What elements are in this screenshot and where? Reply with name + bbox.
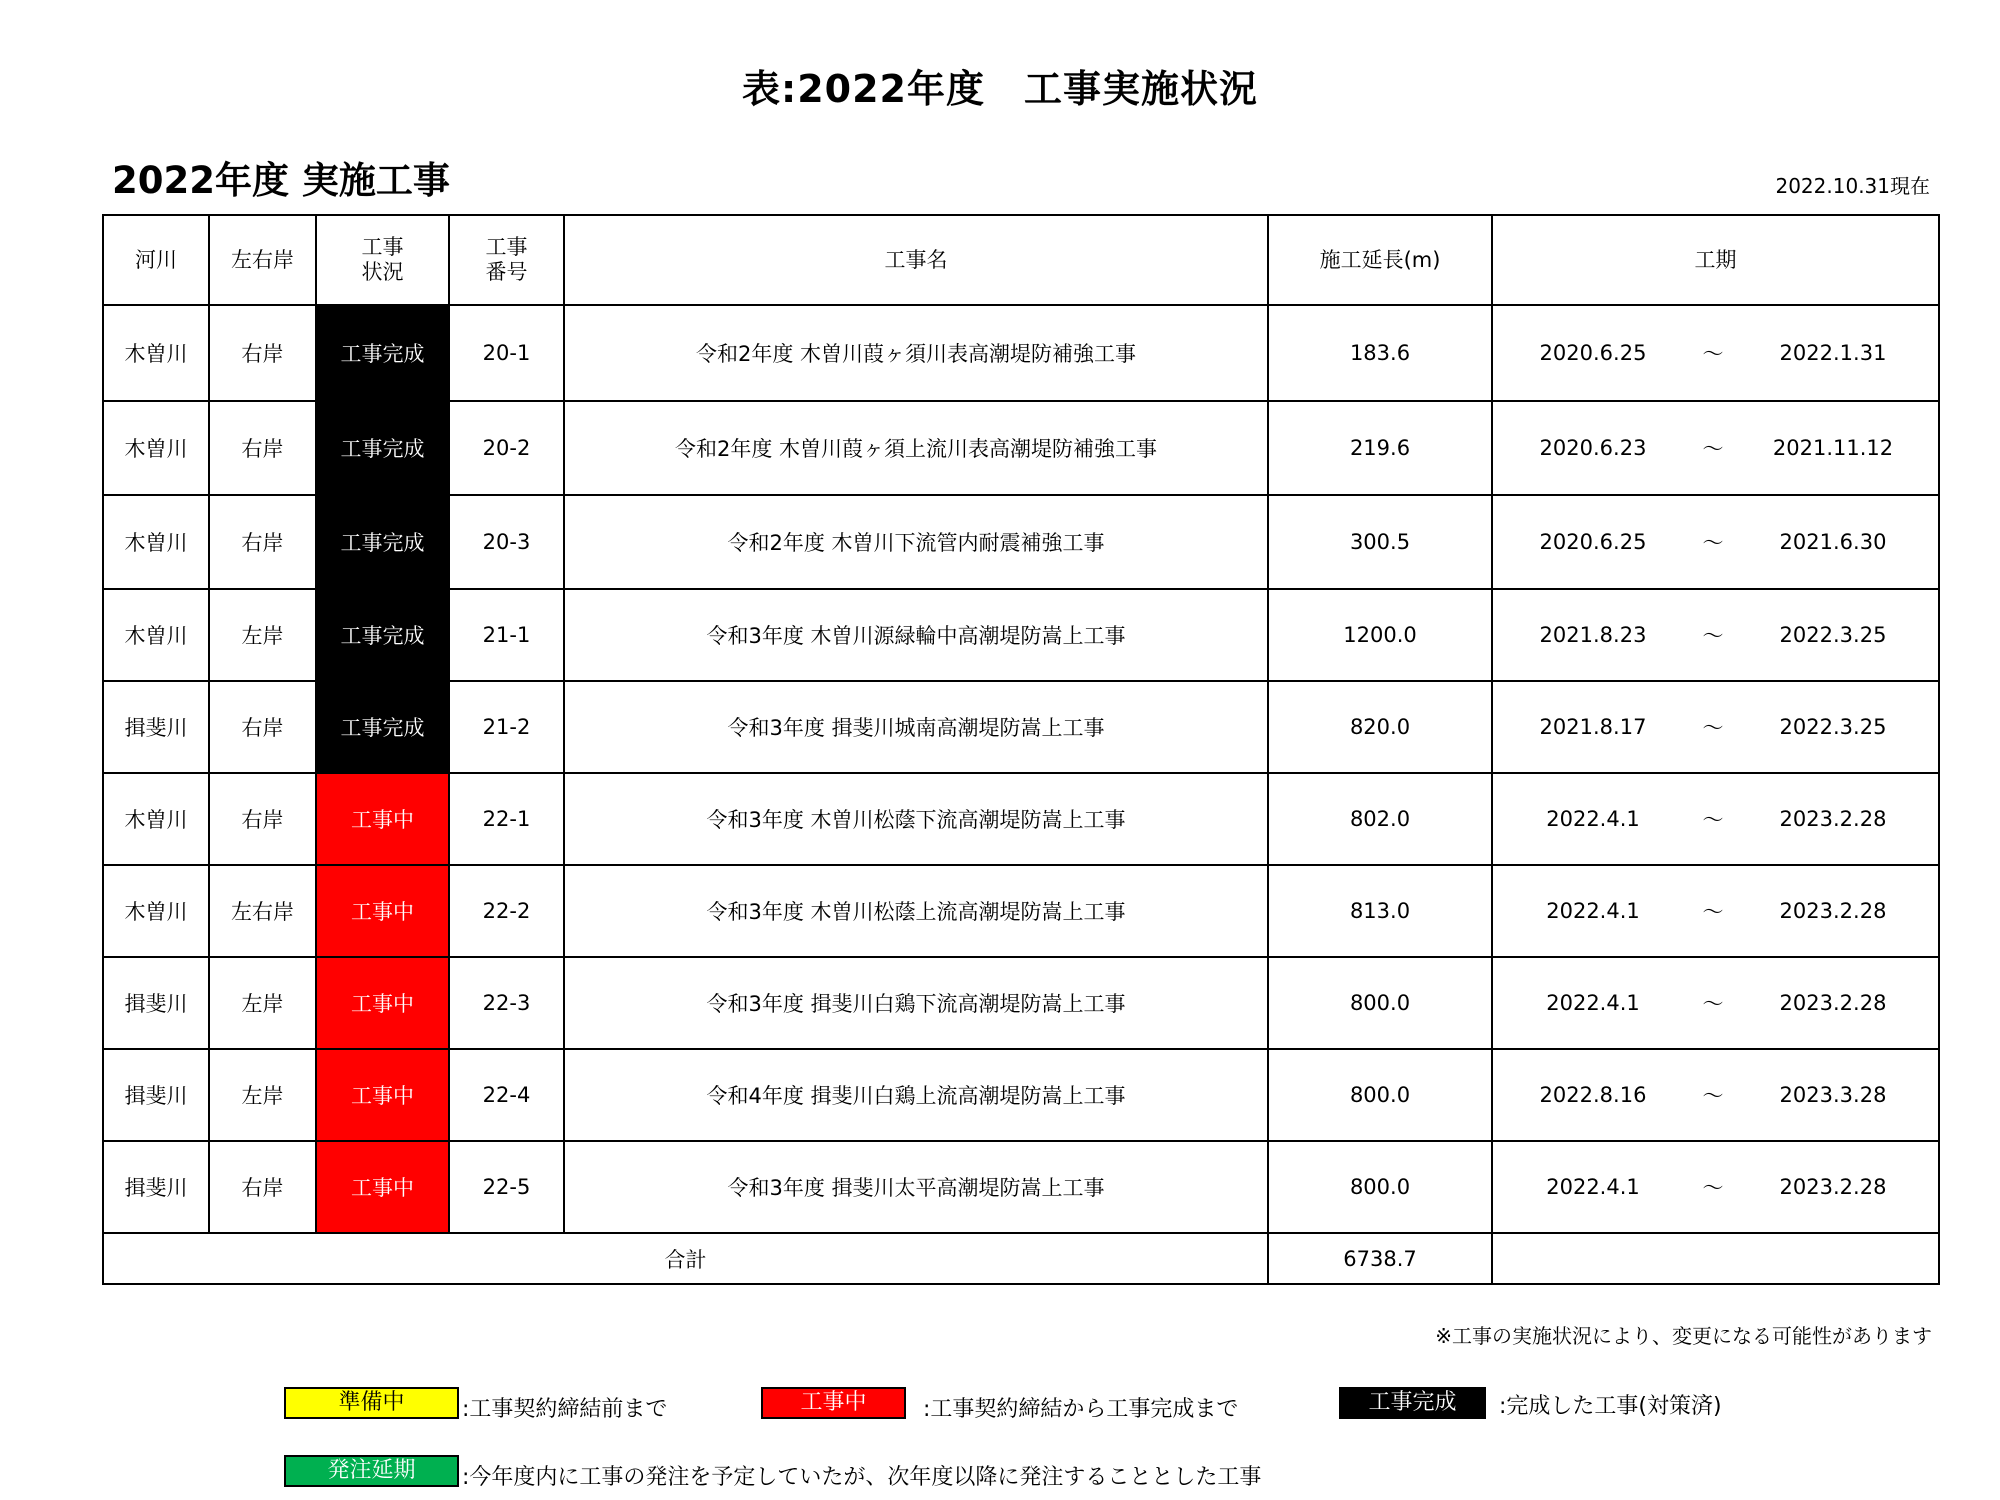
legend-desc-postponed: :今年度内に工事の発注を予定していたが、次年度以降に発注することとした工事 bbox=[462, 1465, 1262, 1490]
legend-swatch-in-progress: 工事中 bbox=[761, 1387, 906, 1419]
cell-period bbox=[1492, 865, 1939, 957]
cell-bank: 左岸 bbox=[209, 1049, 316, 1141]
period-start: 2021.8.23 bbox=[1539, 623, 1647, 647]
cell-number: 22-4 bbox=[449, 1049, 564, 1141]
cell-number: 20-1 bbox=[449, 305, 564, 401]
status-badge: 工事中 bbox=[316, 1049, 449, 1141]
header-number-line2: 番号 bbox=[485, 260, 528, 284]
cell-number: 22-5 bbox=[449, 1141, 564, 1233]
cell-bank: 左右岸 bbox=[209, 865, 316, 957]
cell-period bbox=[1492, 1141, 1939, 1233]
period-end: 2021.11.12 bbox=[1772, 436, 1894, 460]
cell-river: 木曽川 bbox=[103, 305, 209, 401]
cell-period bbox=[1492, 681, 1939, 773]
period-start: 2022.4.1 bbox=[1546, 807, 1640, 831]
cell-work-name: 令和3年度 揖斐川太平高潮堤防嵩上工事 bbox=[564, 1141, 1268, 1233]
cell-work-name: 令和3年度 揖斐川白鶏下流高潮堤防嵩上工事 bbox=[564, 957, 1268, 1049]
status-badge: 工事完成 bbox=[316, 305, 449, 401]
period-start: 2022.4.1 bbox=[1546, 991, 1640, 1015]
table-header-row bbox=[103, 215, 1939, 305]
cell-bank: 右岸 bbox=[209, 401, 316, 495]
cell-river: 揖斐川 bbox=[103, 681, 209, 773]
period-tilde: ～ bbox=[1702, 808, 1724, 832]
period-tilde: ～ bbox=[1702, 992, 1724, 1016]
header-name: 工事名 bbox=[564, 215, 1268, 305]
cell-length: 1200.0 bbox=[1268, 589, 1492, 681]
table-row bbox=[103, 1141, 1939, 1233]
section-title: 2022年度 実施工事 bbox=[112, 159, 450, 202]
period-start: 2022.8.16 bbox=[1539, 1083, 1647, 1107]
cell-river: 木曽川 bbox=[103, 401, 209, 495]
header-number bbox=[449, 215, 564, 305]
cell-number: 21-1 bbox=[449, 589, 564, 681]
cell-number: 22-1 bbox=[449, 773, 564, 865]
table-row bbox=[103, 957, 1939, 1049]
cell-work-name: 令和2年度 木曽川葭ヶ須上流川表高潮堤防補強工事 bbox=[564, 401, 1268, 495]
table-row bbox=[103, 401, 1939, 495]
period-tilde: ～ bbox=[1702, 342, 1724, 366]
period-tilde: ～ bbox=[1702, 624, 1724, 648]
period-end: 2023.2.28 bbox=[1779, 899, 1887, 923]
cell-bank: 右岸 bbox=[209, 773, 316, 865]
cell-work-name: 令和4年度 揖斐川白鶏上流高潮堤防嵩上工事 bbox=[564, 1049, 1268, 1141]
cell-length: 183.6 bbox=[1268, 305, 1492, 401]
cell-period bbox=[1492, 773, 1939, 865]
header-bank: 左右岸 bbox=[209, 215, 316, 305]
status-badge: 工事完成 bbox=[316, 681, 449, 773]
works-table bbox=[102, 214, 1940, 1285]
period-tilde: ～ bbox=[1702, 1176, 1724, 1200]
header-status-line1: 工事 bbox=[361, 235, 404, 259]
period-tilde: ～ bbox=[1702, 531, 1724, 555]
cell-period bbox=[1492, 495, 1939, 589]
period-start: 2022.4.1 bbox=[1546, 1175, 1640, 1199]
legend-desc-preparing: :工事契約締結前まで bbox=[462, 1397, 668, 1422]
cell-bank: 左岸 bbox=[209, 957, 316, 1049]
legend-swatch-postponed: 発注延期 bbox=[284, 1455, 459, 1487]
status-badge: 工事中 bbox=[316, 773, 449, 865]
status-badge: 工事完成 bbox=[316, 495, 449, 589]
cell-work-name: 令和2年度 木曽川葭ヶ須川表高潮堤防補強工事 bbox=[564, 305, 1268, 401]
period-end: 2023.2.28 bbox=[1779, 1175, 1887, 1199]
cell-number: 20-3 bbox=[449, 495, 564, 589]
cell-river: 木曽川 bbox=[103, 773, 209, 865]
cell-length: 820.0 bbox=[1268, 681, 1492, 773]
cell-work-name: 令和3年度 木曽川松蔭下流高潮堤防嵩上工事 bbox=[564, 773, 1268, 865]
cell-length: 802.0 bbox=[1268, 773, 1492, 865]
legend-swatch-completed: 工事完成 bbox=[1339, 1387, 1486, 1419]
header-number-line1: 工事 bbox=[485, 235, 528, 259]
cell-number: 22-3 bbox=[449, 957, 564, 1049]
period-end: 2022.1.31 bbox=[1779, 341, 1887, 365]
cell-period bbox=[1492, 305, 1939, 401]
table-row bbox=[103, 589, 1939, 681]
legend-desc-in-progress: :工事契約締結から工事完成まで bbox=[923, 1397, 1239, 1422]
cell-river: 揖斐川 bbox=[103, 1141, 209, 1233]
period-tilde: ～ bbox=[1702, 1084, 1724, 1108]
period-tilde: ～ bbox=[1702, 900, 1724, 924]
period-start: 2020.6.23 bbox=[1539, 436, 1647, 460]
header-status-line2: 状況 bbox=[361, 260, 404, 284]
table-row bbox=[103, 865, 1939, 957]
period-start: 2021.8.17 bbox=[1539, 715, 1647, 739]
cell-river: 揖斐川 bbox=[103, 1049, 209, 1141]
cell-number: 20-2 bbox=[449, 401, 564, 495]
cell-work-name: 令和3年度 木曽川松蔭上流高潮堤防嵩上工事 bbox=[564, 865, 1268, 957]
total-length: 6738.7 bbox=[1268, 1233, 1492, 1284]
cell-river: 木曽川 bbox=[103, 589, 209, 681]
cell-bank: 右岸 bbox=[209, 681, 316, 773]
table-row bbox=[103, 1049, 1939, 1141]
cell-work-name: 令和3年度 木曽川源緑輪中高潮堤防嵩上工事 bbox=[564, 589, 1268, 681]
cell-number: 22-2 bbox=[449, 865, 564, 957]
cell-bank: 右岸 bbox=[209, 1141, 316, 1233]
period-start: 2022.4.1 bbox=[1546, 899, 1640, 923]
period-end: 2022.3.25 bbox=[1779, 623, 1887, 647]
cell-bank: 右岸 bbox=[209, 305, 316, 401]
header-length: 施工延長(m) bbox=[1268, 215, 1492, 305]
page-title: 表:2022年度 工事実施状況 bbox=[742, 67, 1258, 111]
total-period-empty bbox=[1492, 1233, 1939, 1284]
cell-river: 揖斐川 bbox=[103, 957, 209, 1049]
as-of-date: 2022.10.31現在 bbox=[1775, 174, 1930, 198]
cell-period bbox=[1492, 957, 1939, 1049]
legend-swatch-preparing: 準備中 bbox=[284, 1387, 459, 1419]
cell-period bbox=[1492, 589, 1939, 681]
cell-number: 21-2 bbox=[449, 681, 564, 773]
cell-length: 800.0 bbox=[1268, 1141, 1492, 1233]
period-end: 2021.6.30 bbox=[1779, 530, 1887, 554]
cell-work-name: 令和3年度 揖斐川城南高潮堤防嵩上工事 bbox=[564, 681, 1268, 773]
period-tilde: ～ bbox=[1702, 716, 1724, 740]
period-end: 2023.2.28 bbox=[1779, 807, 1887, 831]
table-row bbox=[103, 305, 1939, 401]
period-start: 2020.6.25 bbox=[1539, 341, 1647, 365]
period-end: 2023.2.28 bbox=[1779, 991, 1887, 1015]
status-badge: 工事完成 bbox=[316, 589, 449, 681]
header-status bbox=[316, 215, 449, 305]
period-end: 2023.3.28 bbox=[1779, 1083, 1887, 1107]
cell-bank: 左岸 bbox=[209, 589, 316, 681]
status-badge: 工事中 bbox=[316, 1141, 449, 1233]
cell-length: 813.0 bbox=[1268, 865, 1492, 957]
cell-length: 300.5 bbox=[1268, 495, 1492, 589]
cell-period bbox=[1492, 1049, 1939, 1141]
cell-length: 800.0 bbox=[1268, 1049, 1492, 1141]
cell-period bbox=[1492, 401, 1939, 495]
cell-river: 木曽川 bbox=[103, 495, 209, 589]
cell-length: 800.0 bbox=[1268, 957, 1492, 1049]
status-badge: 工事完成 bbox=[316, 401, 449, 495]
total-row bbox=[103, 1233, 1939, 1284]
header-river: 河川 bbox=[103, 215, 209, 305]
table-row bbox=[103, 495, 1939, 589]
cell-work-name: 令和2年度 木曽川下流管内耐震補強工事 bbox=[564, 495, 1268, 589]
cell-length: 219.6 bbox=[1268, 401, 1492, 495]
table-row bbox=[103, 773, 1939, 865]
status-badge: 工事中 bbox=[316, 865, 449, 957]
header-period: 工期 bbox=[1492, 215, 1939, 305]
status-badge: 工事中 bbox=[316, 957, 449, 1049]
cell-river: 木曽川 bbox=[103, 865, 209, 957]
period-start: 2020.6.25 bbox=[1539, 530, 1647, 554]
disclaimer-note: ※工事の実施状況により、変更になる可能性があります bbox=[1435, 1324, 1932, 1348]
legend-desc-completed: :完成した工事(対策済) bbox=[1499, 1394, 1722, 1419]
period-end: 2022.3.25 bbox=[1779, 715, 1887, 739]
table-row bbox=[103, 681, 1939, 773]
total-label: 合計 bbox=[103, 1233, 1268, 1284]
period-tilde: ～ bbox=[1702, 437, 1724, 461]
cell-bank: 右岸 bbox=[209, 495, 316, 589]
